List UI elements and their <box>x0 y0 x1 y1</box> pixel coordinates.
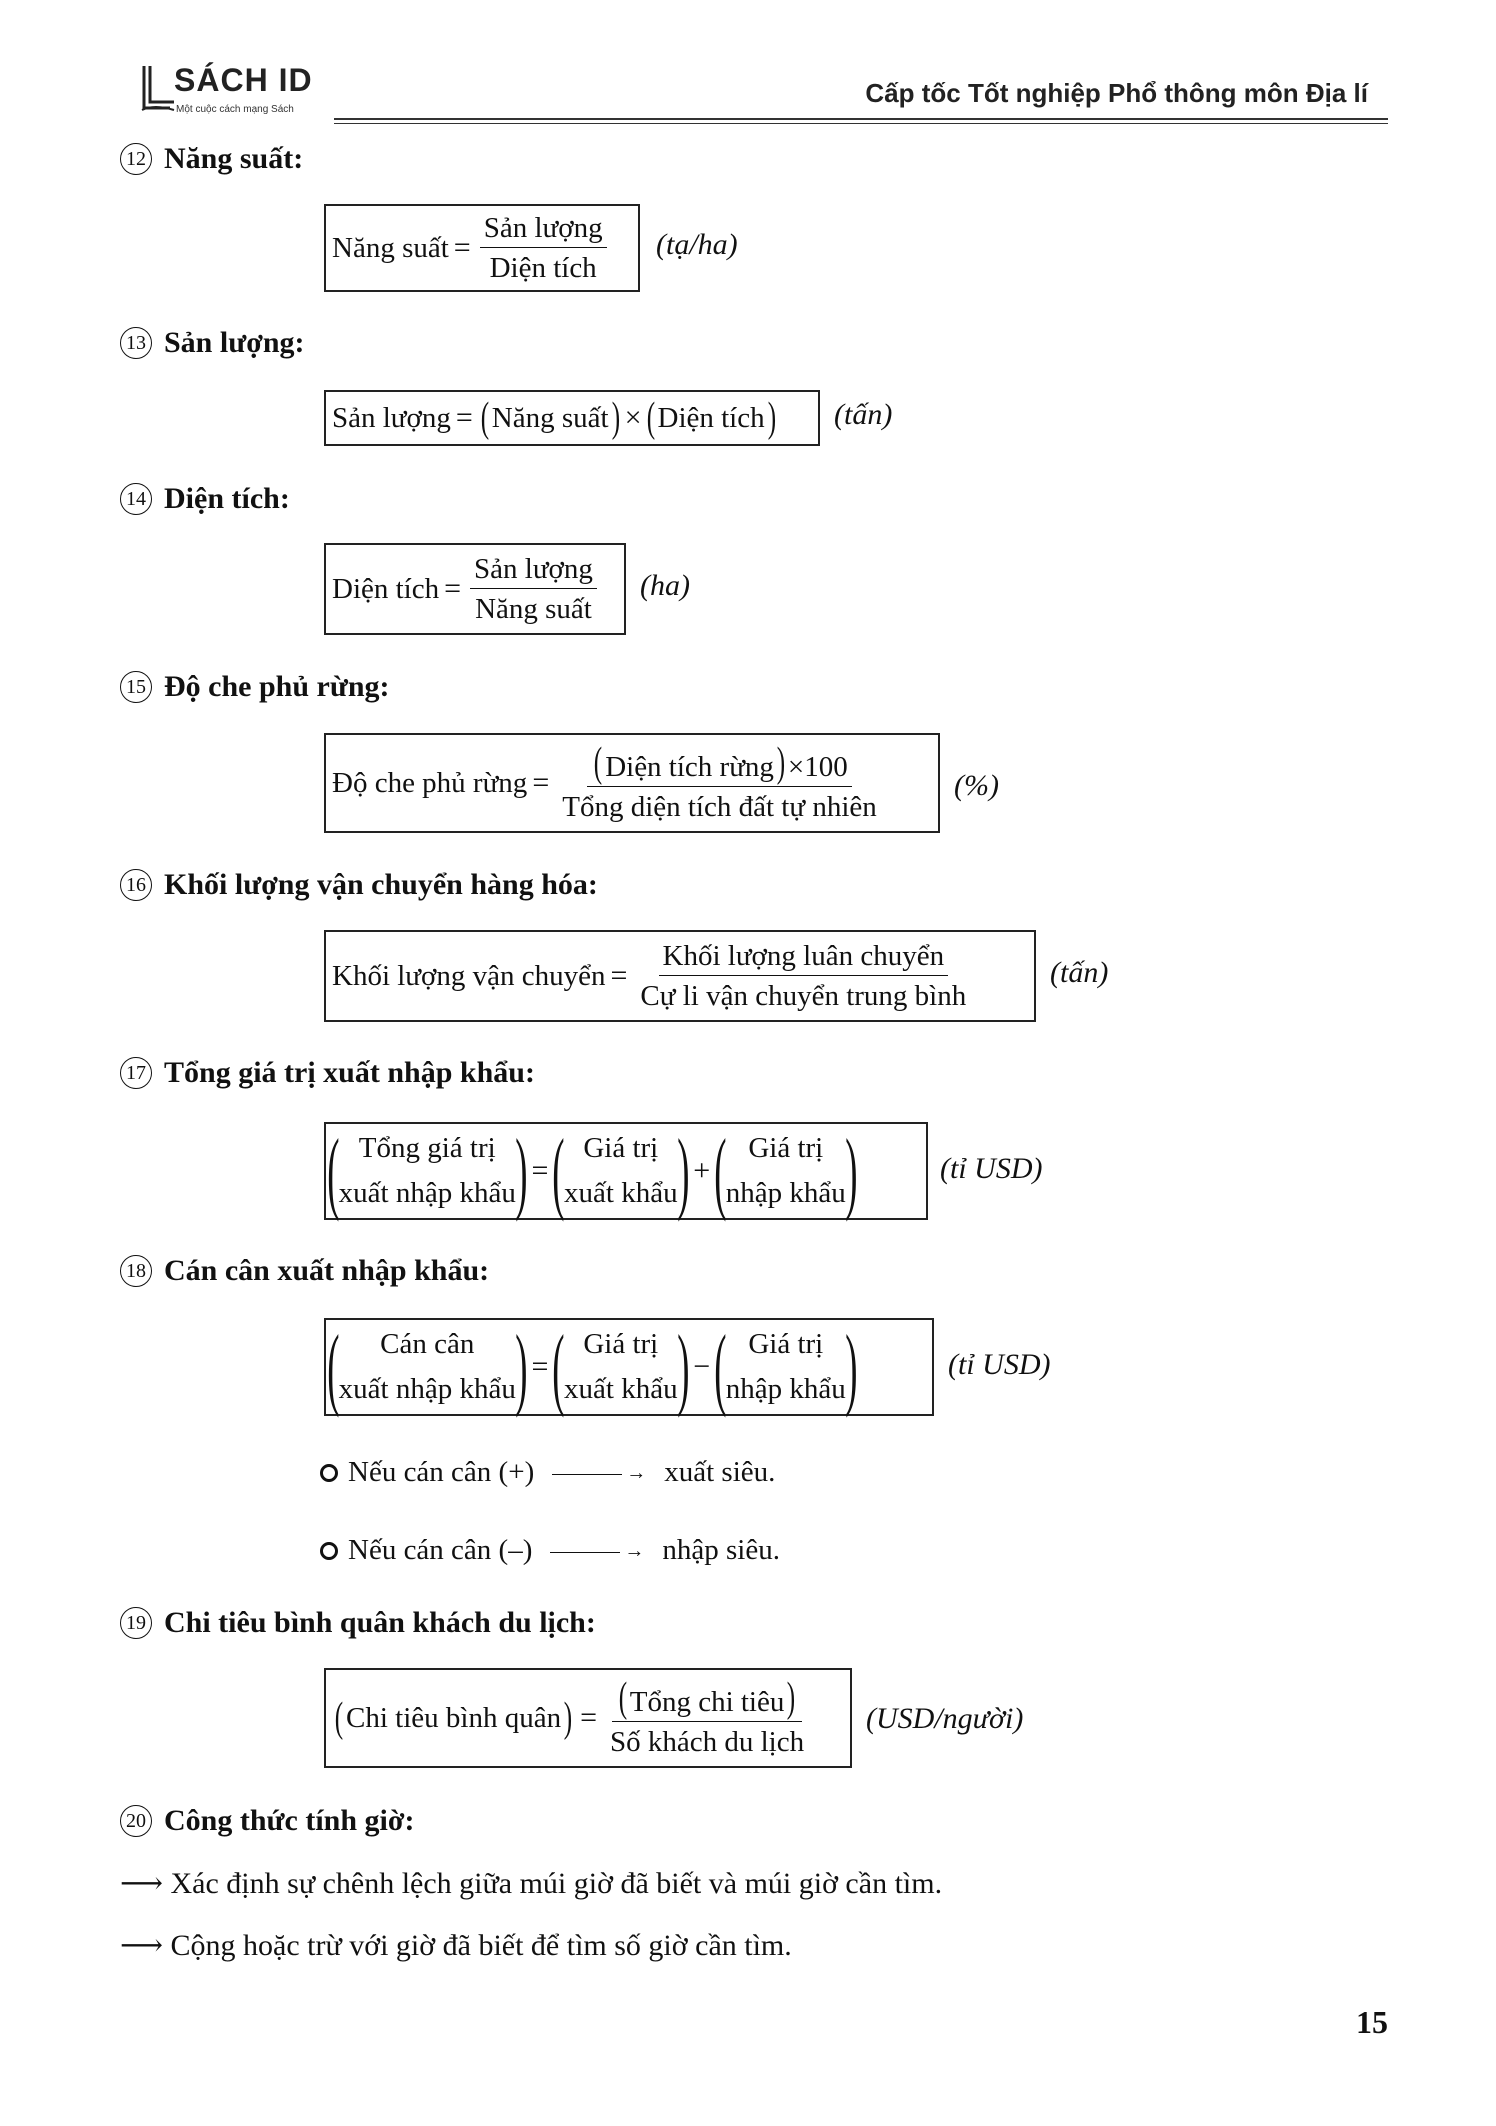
right-paren: ) <box>767 395 776 441</box>
export-stack <box>564 1322 678 1412</box>
denominator: Diện tích <box>489 251 597 284</box>
deficit-condition: Nếu cán cân (–) <box>348 1534 533 1566</box>
section-20-heading <box>120 1804 414 1838</box>
brand-slogan: Một cuộc cách mạng Sách <box>176 104 294 115</box>
section-title: Cán cân xuất nhập khẩu: <box>164 1254 490 1287</box>
equals-sign: = <box>610 959 628 992</box>
left-paren: ( <box>646 395 655 441</box>
right-paren: ) <box>515 1316 528 1418</box>
section-title: Chi tiêu bình quân khách du lịch: <box>164 1606 596 1639</box>
right-paren: ) <box>844 1120 858 1222</box>
section-number: 18 <box>120 1255 152 1287</box>
formula-box-15 <box>324 733 940 833</box>
left-paren: ( <box>714 1120 727 1222</box>
section-number: 20 <box>120 1805 152 1837</box>
section-13-heading <box>120 326 305 360</box>
left-paren: ( <box>327 1120 340 1222</box>
numerator: Sản lượng <box>470 553 597 589</box>
header-rule <box>334 118 1388 120</box>
right-paren: ) <box>776 740 786 786</box>
left-paren: ( <box>334 1695 344 1741</box>
left-paren: ( <box>552 1316 565 1418</box>
circle-bullet-icon <box>320 1464 338 1482</box>
multiply-sign: × <box>787 751 805 783</box>
formula-lhs: Diện tích <box>332 572 440 605</box>
minus-sign: − <box>693 1350 711 1383</box>
equals-sign: = <box>453 231 471 264</box>
surplus-condition: Nếu cán cân (+) <box>348 1456 535 1488</box>
formula-lhs: Chi tiêu bình quân <box>346 1701 562 1734</box>
formula-lhs: Khối lượng vận chuyển <box>332 959 606 992</box>
fraction <box>636 940 970 1013</box>
lhs-line2: xuất nhập khẩu <box>338 1177 516 1209</box>
left-paren: ( <box>480 395 489 441</box>
denominator: Số khách du lịch <box>610 1726 805 1758</box>
time-step-1: ⟶ Xác định sự chênh lệch giữa múi giờ đã biết và múi giờ cần tìm. <box>120 1867 943 1900</box>
numerator <box>587 742 852 787</box>
lhs-line2: xuất nhập khẩu <box>338 1373 516 1405</box>
import-line2: nhập khẩu <box>725 1373 846 1405</box>
section-title: Diện tích: <box>164 482 290 515</box>
arrow-right-icon: → <box>624 1540 645 1562</box>
fraction <box>470 553 597 626</box>
right-paren: ) <box>844 1316 858 1418</box>
section-number: 16 <box>120 869 152 901</box>
unit-16: (tấn) <box>1050 956 1109 989</box>
equals-sign: = <box>580 1701 597 1734</box>
denominator: Năng suất <box>475 592 592 625</box>
lhs-stack <box>339 1126 516 1216</box>
formula-box-14 <box>324 543 626 635</box>
export-line2: xuất khẩu <box>564 1177 678 1209</box>
formula-box-17 <box>324 1122 928 1220</box>
left-paren: ( <box>593 740 603 786</box>
section-12-heading <box>120 142 303 176</box>
section-14-heading <box>120 482 290 516</box>
right-paren: ) <box>515 1120 528 1222</box>
formula-lhs: Sản lượng <box>332 401 451 434</box>
right-paren: ) <box>676 1316 690 1418</box>
total-spending: Tổng chi tiêu <box>629 1686 785 1718</box>
formula-lhs: Năng suất <box>332 231 449 264</box>
left-paren: ( <box>552 1120 565 1222</box>
unit-18: (tỉ USD) <box>948 1348 1051 1381</box>
section-number: 14 <box>120 483 152 515</box>
lhs-stack <box>339 1322 516 1412</box>
arrow-right-icon: → <box>626 1462 647 1484</box>
export-stack <box>564 1126 678 1216</box>
formula-box-12 <box>324 204 640 292</box>
numerator <box>612 1677 803 1722</box>
multiply-sign: × <box>624 401 642 434</box>
section-number: 15 <box>120 671 152 703</box>
arrow-line <box>552 1474 622 1475</box>
unit-19: (USD/người) <box>866 1702 1024 1735</box>
export-line2: xuất khẩu <box>564 1373 678 1405</box>
denominator: Tổng diện tích đất tự nhiên <box>562 791 877 823</box>
section-title: Độ che phủ rừng: <box>164 670 390 703</box>
left-paren: ( <box>618 1675 627 1721</box>
section-number: 17 <box>120 1057 152 1089</box>
numerator: Sản lượng <box>480 212 607 248</box>
left-paren: ( <box>714 1316 727 1418</box>
unit-12: (tạ/ha) <box>656 228 738 261</box>
equals-sign: = <box>455 401 473 434</box>
equals-sign: = <box>532 766 550 799</box>
factor-yield: Năng suất <box>491 401 609 434</box>
right-paren: ) <box>611 395 620 441</box>
surplus-result: xuất siêu. <box>664 1456 776 1488</box>
deficit-result: nhập siêu. <box>662 1534 780 1566</box>
numerator: Khối lượng luân chuyển <box>659 940 949 976</box>
unit-13: (tấn) <box>834 398 893 431</box>
right-paren: ) <box>787 1675 796 1721</box>
book-title: Cấp tốc Tốt nghiệp Phổ thông môn Địa lí <box>865 78 1368 108</box>
import-stack <box>726 1126 846 1216</box>
section-17-heading <box>120 1056 535 1090</box>
forest-area-term: Diện tích rừng <box>605 751 774 783</box>
formula-box-16 <box>324 930 1036 1022</box>
section-number: 13 <box>120 327 152 359</box>
fraction <box>606 1677 808 1759</box>
circle-bullet-icon <box>320 1542 338 1560</box>
section-16-heading <box>120 868 598 902</box>
import-line1: Giá trị <box>748 1132 824 1165</box>
section-19-heading <box>120 1606 596 1640</box>
deficit-note <box>320 1534 780 1567</box>
import-line1: Giá trị <box>748 1328 824 1361</box>
section-number: 12 <box>120 143 152 175</box>
formula-box-18 <box>324 1318 934 1416</box>
section-title: Tổng giá trị xuất nhập khẩu: <box>164 1056 535 1089</box>
fraction <box>558 742 881 824</box>
section-title: Năng suất: <box>164 142 304 175</box>
fraction <box>480 212 607 285</box>
page-number: 15 <box>1356 2004 1388 2040</box>
lhs-line1: Cán cân <box>380 1328 475 1361</box>
factor-area: Diện tích <box>657 401 765 434</box>
arrow-line <box>550 1552 620 1553</box>
export-line1: Giá trị <box>583 1132 659 1165</box>
lhs-line1: Tổng giá trị <box>358 1132 496 1165</box>
header-rule-thin <box>334 123 1388 124</box>
brand-name: SÁCH ID <box>174 62 313 98</box>
unit-15: (%) <box>954 769 999 802</box>
denominator: Cự li vận chuyển trung bình <box>640 979 967 1012</box>
import-stack <box>726 1322 846 1412</box>
right-paren: ) <box>563 1695 573 1741</box>
factor-100: 100 <box>804 751 848 783</box>
formula-box-13 <box>324 390 820 446</box>
section-18-heading <box>120 1254 489 1288</box>
surplus-note <box>320 1456 775 1489</box>
right-paren: ) <box>676 1120 690 1222</box>
equals-sign: = <box>444 572 462 605</box>
section-number: 19 <box>120 1607 152 1639</box>
export-line1: Giá trị <box>583 1328 659 1361</box>
formula-box-19 <box>324 1668 852 1768</box>
equals-sign: = <box>531 1350 549 1383</box>
left-paren: ( <box>327 1316 340 1418</box>
section-title: Công thức tính giờ: <box>164 1804 415 1837</box>
time-step-2: ⟶ Cộng hoặc trừ với giờ đã biết để tìm số giờ cần tìm. <box>120 1929 792 1962</box>
section-15-heading <box>120 670 390 704</box>
section-title: Sản lượng: <box>164 326 305 359</box>
unit-14: (ha) <box>640 569 690 602</box>
formula-lhs: Độ che phủ rừng <box>332 766 528 799</box>
import-line2: nhập khẩu <box>725 1177 846 1209</box>
book-logo-icon <box>140 64 176 114</box>
section-title: Khối lượng vận chuyển hàng hóa: <box>164 868 598 901</box>
publisher-logo <box>140 60 340 120</box>
equals-sign: = <box>531 1154 549 1187</box>
unit-17: (tỉ USD) <box>940 1152 1043 1185</box>
plus-sign: + <box>693 1154 711 1187</box>
